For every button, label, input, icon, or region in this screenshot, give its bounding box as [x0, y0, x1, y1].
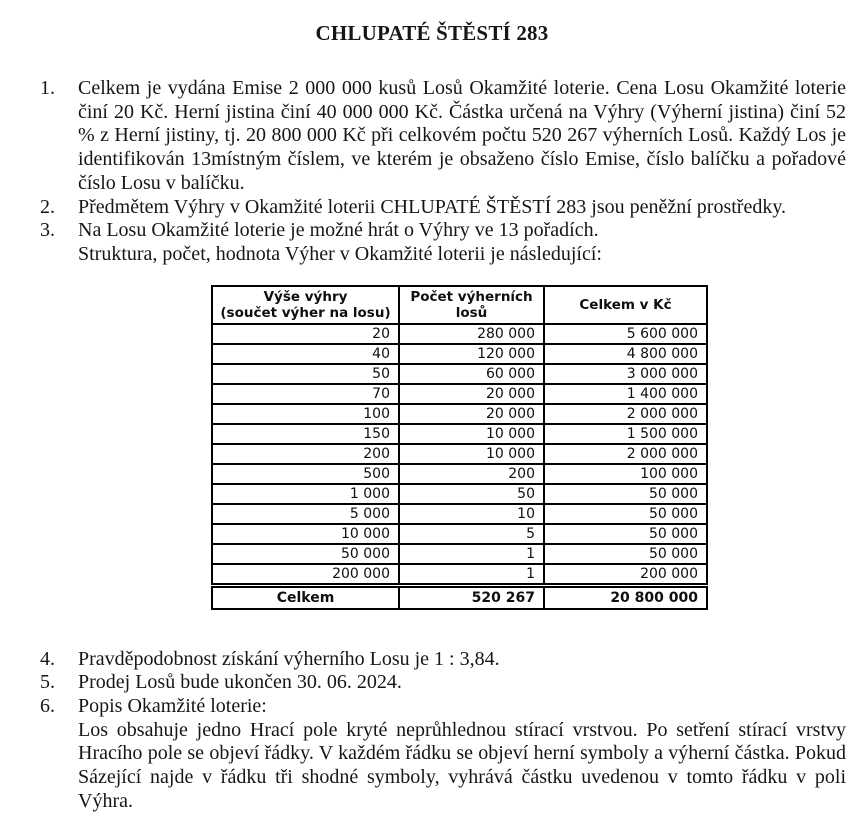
- table-total-count: 520 267: [399, 585, 544, 609]
- table-cell: 1: [399, 544, 544, 564]
- table-row: [212, 324, 707, 344]
- table-header-winning-tickets: [399, 286, 544, 324]
- table-row: [212, 464, 707, 484]
- table-row: [212, 444, 707, 464]
- table-cell: 50 000: [544, 544, 707, 564]
- list-item-subtext: Struktura, počet, hodnota Výher v Okamžité loterii je následující:: [78, 242, 602, 265]
- list-item-6: [0, 695, 864, 814]
- list-item-text-main: Na Losu Okamžité loterie je možné hrát o Výhry ve 13 pořadích.: [78, 219, 599, 242]
- table-header-row: [212, 286, 707, 324]
- list-item-subtext: Los obsahuje jedno Hrací pole kryté neprůhlednou stírací vrstvou. Po setření stírací vrstvy Hracího pole se objeví řádky. V každém řádku se objeví herní symboly a výherní částka. Pokud Sázející najde v řádku tři shodné symboly, vyhrává částku uvedenou v tomto řádku v poli Výhra.: [78, 718, 846, 812]
- table-cell: 20 000: [399, 384, 544, 404]
- table-cell: 50 000: [544, 504, 707, 524]
- table-cell: 5: [399, 524, 544, 544]
- table-cell: 50: [212, 364, 399, 384]
- table-cell: 1: [399, 564, 544, 586]
- table-row: [212, 544, 707, 564]
- list-item-1: [0, 77, 864, 196]
- table-cell: 10 000: [399, 424, 544, 444]
- table-cell: 20 000: [399, 404, 544, 424]
- table-cell: 150: [212, 424, 399, 444]
- header-line: Počet výherních: [410, 288, 533, 305]
- table-row: [212, 384, 707, 404]
- table-cell: 100: [212, 404, 399, 424]
- table-cell: 10 000: [212, 524, 399, 544]
- table-cell: 50: [399, 484, 544, 504]
- table-cell: 120 000: [399, 344, 544, 364]
- table-cell: 1 500 000: [544, 424, 707, 444]
- list-item-text: [78, 695, 846, 814]
- table-cell: 500: [212, 464, 399, 484]
- header-line: Celkem v Kč: [579, 296, 672, 313]
- table-cell: 280 000: [399, 324, 544, 344]
- list-item-text: [78, 219, 846, 266]
- prize-table: [211, 285, 708, 610]
- table-row: [212, 404, 707, 424]
- table-cell: 10 000: [399, 444, 544, 464]
- table-cell: 200: [212, 444, 399, 464]
- table-cell: 200 000: [212, 564, 399, 586]
- prize-table-body: [212, 324, 707, 609]
- table-cell: 5 600 000: [544, 324, 707, 344]
- list-item-number: 6.: [40, 695, 55, 718]
- table-cell: 10: [399, 504, 544, 524]
- table-cell: 60 000: [399, 364, 544, 384]
- table-cell: 1 400 000: [544, 384, 707, 404]
- table-cell: 3 000 000: [544, 364, 707, 384]
- table-row: [212, 524, 707, 544]
- list-item-number: 5.: [40, 671, 55, 694]
- numbered-list-bottom: [0, 648, 864, 814]
- list-item-number: 3.: [40, 219, 55, 242]
- list-item-2: [0, 196, 864, 220]
- table-cell: 100 000: [544, 464, 707, 484]
- table-cell: 200 000: [544, 564, 707, 586]
- table-row: [212, 364, 707, 384]
- list-item-text: Celkem je vydána Emise 2 000 000 kusů Losů Okamžité loterie. Cena Losu Okamžité loterie činí 20 Kč. Herní jistina činí 40 000 000 Kč. Částka určená na Výhry (Výherní jistina) činí 52 % z Herní jistiny, tj. 20 800 000 Kč při celkovém počtu 520 267 výherních Losů. Každý Los je identifikován 13místným číslem, ve kterém je obsaženo číslo Emise, číslo balíčku a pořadové číslo Losu v balíčku.: [78, 77, 846, 194]
- list-item-text: Předmětem Výhry v Okamžité loterii CHLUPATÉ ŠTĚSTÍ 283 jsou peněžní prostředky.: [78, 195, 787, 218]
- table-row: [212, 424, 707, 444]
- list-item-number: 4.: [40, 647, 55, 670]
- table-cell: 20: [212, 324, 399, 344]
- list-item-number: 2.: [40, 195, 55, 218]
- table-cell: 2 000 000: [544, 444, 707, 464]
- table-total-sum: 20 800 000: [544, 585, 707, 609]
- header-line: (součet výher na losu): [220, 304, 391, 321]
- table-row: [212, 484, 707, 504]
- table-header-total-kc: [544, 286, 707, 324]
- table-cell: 40: [212, 344, 399, 364]
- table-cell: 4 800 000: [544, 344, 707, 364]
- header-line: losů: [455, 304, 488, 321]
- table-cell: 5 000: [212, 504, 399, 524]
- table-cell: 50 000: [544, 484, 707, 504]
- table-cell: 50 000: [212, 544, 399, 564]
- table-row: [212, 504, 707, 524]
- table-cell: 200: [399, 464, 544, 484]
- list-item-5: [0, 671, 864, 695]
- list-item-text-main: Popis Okamžité loterie:: [78, 695, 267, 718]
- list-item-text: Pravděpodobnost získání výherního Losu je 1 : 3,84.: [78, 647, 500, 670]
- table-row: [212, 344, 707, 364]
- header-line: Výše výhry: [263, 288, 348, 305]
- list-item-3: [0, 219, 864, 266]
- prize-table-head: [212, 286, 707, 324]
- list-item-text: Prodej Losů bude ukončen 30. 06. 2024.: [78, 671, 402, 694]
- list-item-number: 1.: [40, 77, 55, 99]
- table-cell: 50 000: [544, 524, 707, 544]
- document-title: CHLUPATÉ ŠTĚSTÍ 283: [315, 21, 549, 45]
- numbered-list-top: [0, 77, 864, 267]
- list-item-4: [0, 648, 864, 672]
- table-cell: 1 000: [212, 484, 399, 504]
- table-header-prize-amount: [212, 286, 399, 324]
- table-total-row: [212, 585, 707, 609]
- table-cell: 70: [212, 384, 399, 404]
- table-cell: 2 000 000: [544, 404, 707, 424]
- table-total-label: Celkem: [212, 585, 399, 609]
- table-row: [212, 564, 707, 586]
